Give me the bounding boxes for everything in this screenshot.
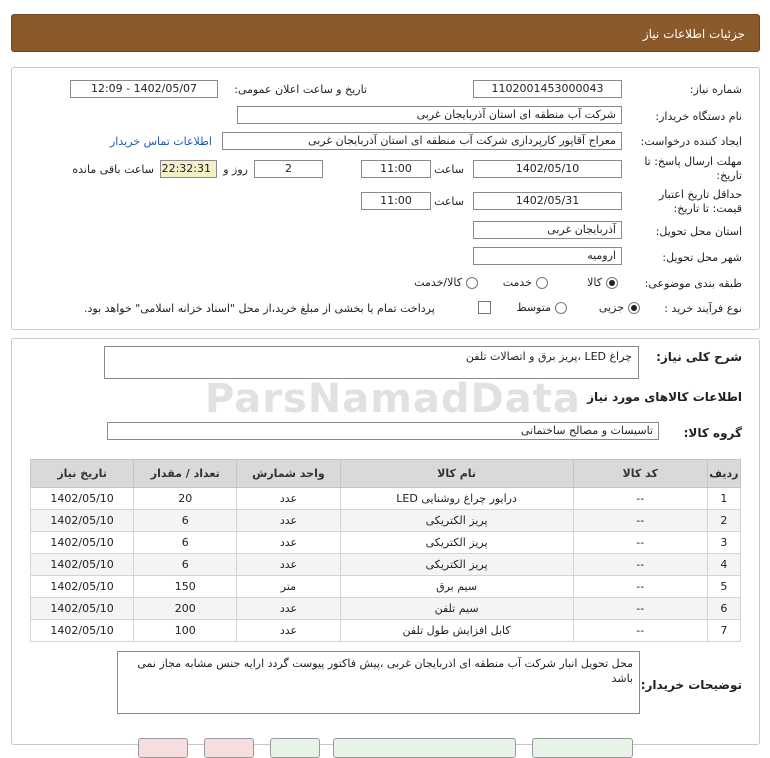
cell-code: -- — [573, 532, 707, 554]
cell-name: سیم تلفن — [340, 598, 573, 620]
validity-label-date: قیمت: تا تاریخ: — [673, 202, 742, 215]
cell-unit: عدد — [237, 532, 340, 554]
cell-date: 1402/05/10 — [31, 532, 134, 554]
col-qty-header: تعداد / مقدار — [134, 460, 237, 488]
radio-selected-icon[interactable] — [628, 302, 640, 314]
category-option-label: کالا — [587, 276, 602, 289]
treasury-payment-note: پرداخت تمام یا بخشی از مبلغ خرید،از محل "اسناد خزانه اسلامی" خواهد بود. — [84, 302, 435, 315]
announce-field: 1402/05/07 - 12:09 — [70, 80, 218, 98]
purchase-option-label: متوسط — [516, 301, 551, 314]
requester-label: ایجاد کننده درخواست: — [640, 135, 742, 148]
cell-code: -- — [573, 576, 707, 598]
deadline-label-date: تاریخ: — [716, 169, 742, 182]
table-row — [31, 532, 741, 554]
radio-icon[interactable] — [555, 302, 567, 314]
cell-name: پریز الکتریکی — [340, 554, 573, 576]
requester-field: معراج آقاپور کارپردازی شرکت آب منطقه ای استان آذربایجان غربی — [222, 132, 622, 150]
cell-date: 1402/05/10 — [31, 598, 134, 620]
city-label: شهر محل تحویل: — [662, 251, 742, 264]
cell-qty: 20 — [134, 488, 237, 510]
cell-code: -- — [573, 554, 707, 576]
purchase-option-minor[interactable] — [599, 301, 640, 314]
goods-info-heading: اطلاعات کالاهای مورد نیاز — [587, 390, 742, 404]
radio-selected-icon[interactable] — [606, 277, 618, 289]
watermark-brand: ParsNamadData — [205, 376, 581, 422]
cell-unit: عدد — [237, 510, 340, 532]
category-option-label: کالا/خدمت — [414, 276, 462, 289]
buyer-org-label: نام دستگاه خریدار: — [655, 110, 742, 123]
cell-date: 1402/05/10 — [31, 510, 134, 532]
cell-qty: 6 — [134, 532, 237, 554]
cell-code: -- — [573, 598, 707, 620]
cell-unit: متر — [237, 576, 340, 598]
deadline-time-label: ساعت — [434, 163, 464, 176]
cell-qty: 6 — [134, 554, 237, 576]
remaining-time-field: 22:32:31 — [160, 160, 217, 178]
remaining-label: ساعت باقی مانده — [72, 163, 154, 176]
table-row — [31, 554, 741, 576]
city-field: ارومیه — [473, 247, 622, 265]
category-option-goods[interactable] — [587, 276, 618, 289]
action-button[interactable] — [138, 738, 188, 758]
table-header-row — [31, 460, 741, 488]
goods-group-field: تاسیسات و مصالح ساختمانی — [107, 422, 659, 440]
deadline-label: مهلت ارسال پاسخ: تا — [644, 155, 742, 168]
cell-name: درایور چراغ روشنایی LED — [340, 488, 573, 510]
days-label: روز و — [223, 163, 248, 176]
validity-time-field: 11:00 — [361, 192, 431, 210]
treasury-payment-checkbox[interactable] — [478, 301, 491, 314]
cell-row: 6 — [707, 598, 740, 620]
cell-row: 1 — [707, 488, 740, 510]
cell-unit: عدد — [237, 488, 340, 510]
table-row — [31, 510, 741, 532]
cell-qty: 150 — [134, 576, 237, 598]
summary-field: چراغ LED ،پریز برق و اتصالات تلفن — [104, 346, 639, 379]
action-button[interactable] — [532, 738, 633, 758]
deadline-time-field: 11:00 — [361, 160, 431, 178]
cell-date: 1402/05/10 — [31, 620, 134, 642]
action-button[interactable] — [333, 738, 516, 758]
category-label: طبقه بندی موضوعی: — [644, 277, 742, 290]
validity-time-label: ساعت — [434, 195, 464, 208]
contact-info-link[interactable]: اطلاعات تماس خریدار — [110, 135, 212, 148]
col-name-header: نام کالا — [340, 460, 573, 488]
action-button[interactable] — [270, 738, 320, 758]
need-number-field: 1102001453000043 — [473, 80, 622, 98]
days-field: 2 — [254, 160, 323, 178]
radio-icon[interactable] — [466, 277, 478, 289]
action-button[interactable] — [204, 738, 254, 758]
purchase-option-medium[interactable] — [516, 301, 567, 314]
col-date-header: تاریخ نیاز — [31, 460, 134, 488]
cell-name: پریز الکتریکی — [340, 510, 573, 532]
cell-unit: عدد — [237, 554, 340, 576]
table-row — [31, 620, 741, 642]
goods-group-label: گروه کالا: — [683, 426, 742, 440]
purchase-option-label: جزیی — [598, 301, 624, 314]
buyer-notes-field: محل تحویل انبار شرکت آب منطقه ای اذربایجان غربی ،پیش فاکتور پیوست گردد ارایه جنس مشابه مجاز نمی باشد — [117, 651, 640, 714]
table-row — [31, 488, 741, 510]
cell-qty: 100 — [134, 620, 237, 642]
summary-label: شرح کلی نیاز: — [656, 350, 742, 364]
cell-row: 5 — [707, 576, 740, 598]
page-title: جزئیات اطلاعات نیاز — [11, 14, 760, 52]
announce-label: تاریخ و ساعت اعلان عمومی: — [234, 83, 367, 96]
cell-code: -- — [573, 488, 707, 510]
purchase-type-label: نوع فرآیند خرید : — [664, 302, 742, 315]
need-number-label: شماره نیاز: — [689, 83, 742, 96]
col-code-header: کد کالا — [573, 460, 707, 488]
table-row — [31, 598, 741, 620]
category-option-both[interactable] — [414, 276, 478, 289]
validity-date-field: 1402/05/31 — [473, 192, 622, 210]
cell-date: 1402/05/10 — [31, 488, 134, 510]
cell-name: کابل افزایش طول تلفن — [340, 620, 573, 642]
cell-unit: عدد — [237, 620, 340, 642]
validity-label: حداقل تاریخ اعتبار — [658, 188, 742, 201]
cell-code: -- — [573, 510, 707, 532]
cell-name: سیم برق — [340, 576, 573, 598]
cell-unit: عدد — [237, 598, 340, 620]
buyer-notes-label: توضیحات خریدار: — [640, 678, 742, 692]
cell-row: 4 — [707, 554, 740, 576]
buyer-org-field: شرکت آب منطقه ای استان آذربایجان غربی — [237, 106, 622, 124]
col-row-header: ردیف — [707, 460, 740, 488]
cell-row: 7 — [707, 620, 740, 642]
category-option-label: خدمت — [502, 276, 532, 289]
cell-name: پریز الکتریکی — [340, 532, 573, 554]
deadline-date-field: 1402/05/10 — [473, 160, 622, 178]
cell-row: 2 — [707, 510, 740, 532]
goods-table — [30, 459, 741, 642]
cell-code: -- — [573, 620, 707, 642]
cell-date: 1402/05/10 — [31, 576, 134, 598]
cell-date: 1402/05/10 — [31, 554, 134, 576]
cell-qty: 200 — [134, 598, 237, 620]
province-field: آذربایجان غربی — [473, 221, 622, 239]
col-unit-header: واحد شمارش — [237, 460, 340, 488]
table-row — [31, 576, 741, 598]
radio-icon[interactable] — [536, 277, 548, 289]
province-label: استان محل تحویل: — [655, 225, 742, 238]
category-option-service[interactable] — [503, 276, 548, 289]
cell-qty: 6 — [134, 510, 237, 532]
cell-row: 3 — [707, 532, 740, 554]
